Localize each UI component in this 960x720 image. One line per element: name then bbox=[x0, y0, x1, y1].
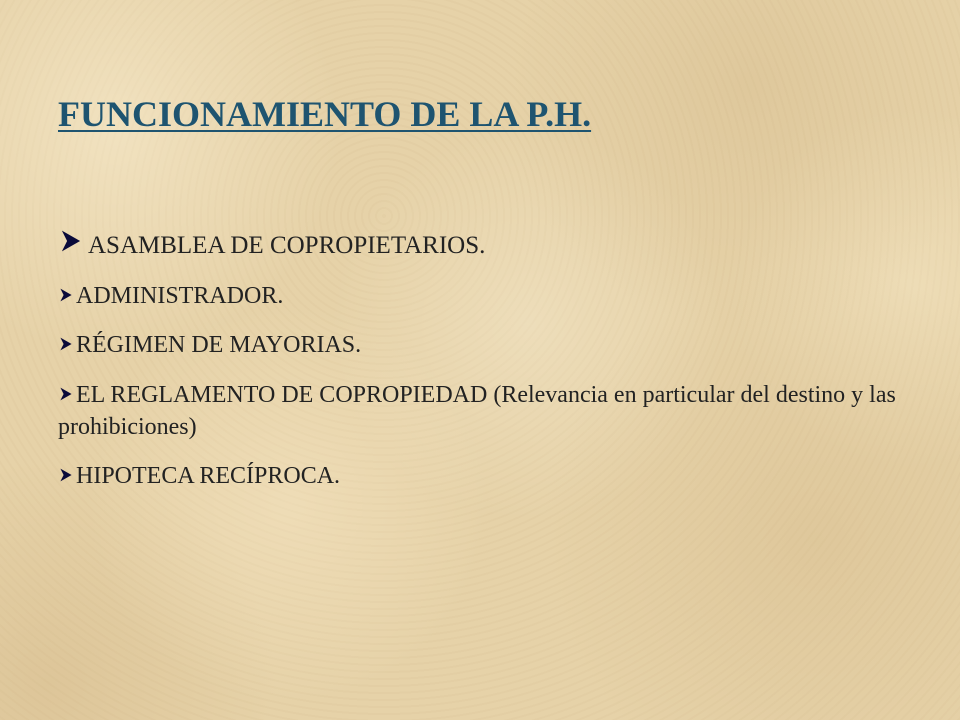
bullet-text: EL REGLAMENTO DE COPROPIEDAD (Relevancia en particular del destino y las prohibiciones) bbox=[58, 382, 896, 440]
bullet-text: ADMINISTRADOR. bbox=[76, 283, 284, 309]
list-item bbox=[58, 330, 918, 361]
page-title: FUNCIONAMIENTO DE LA P.H. bbox=[58, 94, 592, 134]
list-item bbox=[58, 379, 918, 443]
arrowhead-bullet-icon bbox=[58, 336, 74, 352]
bullet-text: HIPOTECA RECÍPROCA. bbox=[76, 463, 341, 489]
list-item bbox=[58, 461, 918, 492]
bullet-text: RÉGIMEN DE MAYORIAS. bbox=[76, 332, 362, 358]
arrowhead-bullet-icon bbox=[58, 467, 74, 483]
arrowhead-bullet-icon bbox=[58, 287, 74, 303]
arrowhead-bullet-icon bbox=[58, 386, 74, 402]
arrowhead-bullet-icon bbox=[58, 228, 84, 254]
list-item bbox=[58, 281, 918, 312]
bullet-list bbox=[58, 228, 918, 510]
list-item bbox=[58, 228, 918, 261]
bullet-text: ASAMBLEA DE COPROPIETARIOS. bbox=[88, 232, 486, 259]
